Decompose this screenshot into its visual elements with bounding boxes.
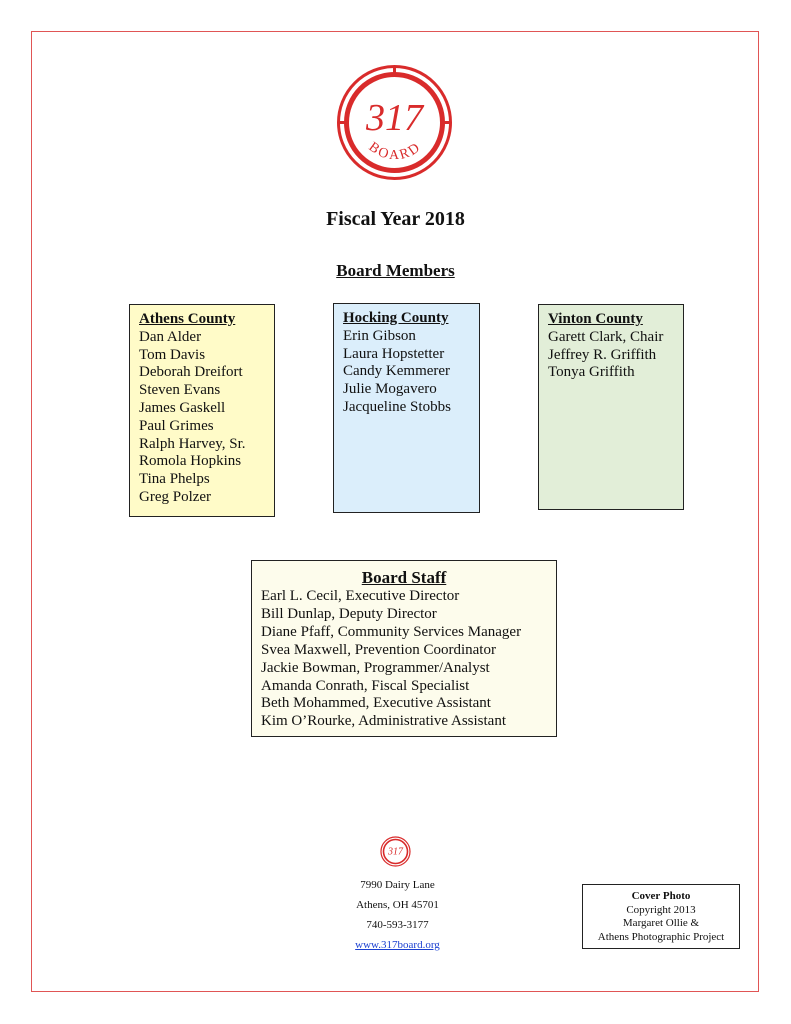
athens-county-box xyxy=(129,304,275,517)
member-name: Erin Gibson xyxy=(343,327,416,344)
county-name: Vinton County xyxy=(548,311,643,327)
member-name: Steven Evans xyxy=(139,382,221,399)
staff-member: Diane Pfaff, Community Services Manager xyxy=(261,623,522,640)
member-name: Tom Davis xyxy=(139,346,206,363)
county-name: Athens County xyxy=(139,311,236,327)
member-name: Dan Alder xyxy=(139,328,202,345)
member-name: Tina Phelps xyxy=(139,471,210,488)
address-city: Athens, OH 45701 xyxy=(356,899,439,911)
vinton-county-box xyxy=(538,304,684,510)
cover-photo-title: Cover Photo xyxy=(631,890,691,902)
member-name: Deborah Dreifort xyxy=(139,364,243,381)
member-name: Greg Polzer xyxy=(139,488,212,505)
board-staff-heading: Board Staff xyxy=(361,568,447,587)
cover-photo-credit-box xyxy=(582,884,740,949)
credit-line: Margaret Ollie & xyxy=(622,917,700,929)
logo-number: 317 xyxy=(366,97,423,139)
member-name: Garett Clark, Chair xyxy=(548,328,664,345)
member-name: Jacqueline Stobbs xyxy=(343,398,451,415)
website-link[interactable]: www.317board.org xyxy=(355,939,440,951)
county-name: Hocking County xyxy=(343,310,449,326)
board-staff-box xyxy=(251,560,557,737)
credit-line: Athens Photographic Project xyxy=(597,930,725,943)
small-logo-number: 317 xyxy=(388,846,403,858)
page-title: Fiscal Year 2018 xyxy=(326,208,465,230)
staff-member: Jackie Bowman, Programmer/Analyst xyxy=(261,659,490,676)
member-name: James Gaskell xyxy=(139,399,226,416)
staff-member: Kim O’Rourke, Administrative Assistant xyxy=(261,713,506,730)
member-name: Julie Mogavero xyxy=(343,381,437,398)
staff-member: Amanda Conrath, Fiscal Specialist xyxy=(261,677,470,694)
board-members-heading: Board Members xyxy=(336,261,455,280)
credit-line: Copyright 2013 xyxy=(626,903,696,916)
member-name: Paul Grimes xyxy=(139,417,214,434)
staff-member: Bill Dunlap, Deputy Director xyxy=(261,605,437,622)
staff-member: Earl L. Cecil, Executive Director xyxy=(261,588,460,604)
member-name: Laura Hopstetter xyxy=(343,345,445,362)
hocking-county-box xyxy=(333,303,480,513)
member-name: Tonya Griffith xyxy=(548,364,635,381)
member-name: Candy Kemmerer xyxy=(343,363,451,380)
address-phone: 740-593-3177 xyxy=(366,919,429,931)
small-317-logo xyxy=(380,836,411,867)
logo-word: BOARD xyxy=(365,139,425,164)
member-name: Ralph Harvey, Sr. xyxy=(139,435,246,452)
member-name: Jeffrey R. Griffith xyxy=(548,346,657,363)
member-name: Romola Hopkins xyxy=(139,453,242,470)
staff-member: Beth Mohammed, Executive Assistant xyxy=(261,695,491,712)
317-board-logo xyxy=(336,64,453,181)
staff-member: Svea Maxwell, Prevention Coordinator xyxy=(261,641,496,658)
address-street: 7990 Dairy Lane xyxy=(360,879,435,891)
